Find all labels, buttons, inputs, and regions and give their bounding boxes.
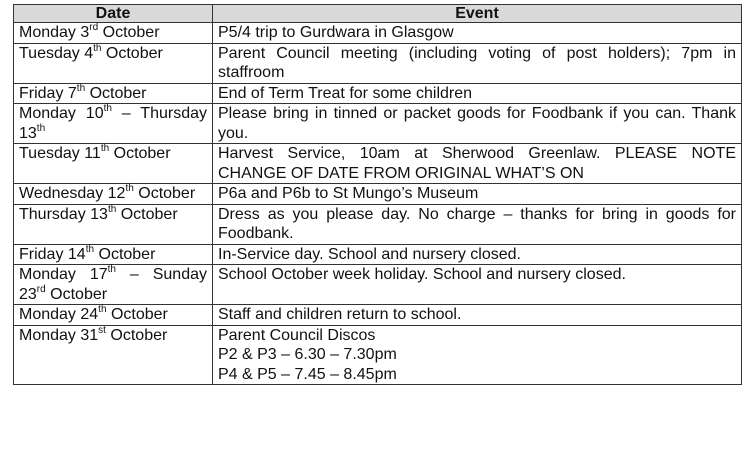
date-cell [14,204,213,244]
date-text: Monday 31 [19,326,99,344]
date-cell [14,83,213,104]
date-text: Tuesday 11 [19,145,101,162]
date-text: October [106,306,168,323]
table-row [14,265,742,305]
event-cell: P5/4 trip to Gurdwara in Glasgow [213,23,742,44]
event-cell: Parent Council Discos P2 & P3 – 6.30 – 7.30pm P4 & P5 – 7.45 – 8.45pm [213,325,742,385]
date-suffix: th [76,82,86,94]
date-text: October [101,44,163,62]
date-cell [14,144,213,184]
event-cell: Parent Council meeting (including voting of post holders); 7pm in staffroom [213,43,742,83]
date-text: Tuesday 4 [19,44,94,62]
date-text: October [109,145,171,162]
date-suffix: th [85,243,95,255]
date-suffix: th [107,203,117,215]
date-text: Monday 3 [19,24,90,41]
event-cell: In-Service day. School and nursery closed. [213,244,742,265]
date-text: October [85,84,147,102]
date-text: October [94,245,156,263]
date-suffix: th [103,103,112,114]
date-suffix: th [100,143,110,154]
table-row [14,305,742,326]
date-cell [14,325,213,385]
date-cell [14,184,213,205]
date-text: Wednesday 12 [19,185,126,202]
table-row [14,23,742,44]
date-cell [14,104,213,144]
date-suffix: th [107,264,116,275]
date-text: Friday 14 [19,245,86,263]
date-suffix: th [98,304,107,315]
event-cell: Dress as you please day. No charge – thanks for bring in goods for Foodbank. [213,204,742,244]
table-row [14,144,742,184]
event-cell: Staff and children return to school. [213,305,742,326]
date-suffix: rd [89,22,99,33]
date-suffix: th [36,122,46,134]
event-cell: Please bring in tinned or packet goods for Foodbank if you can. Thank you. [213,104,742,144]
event-cell: Harvest Service, 10am at Sherwood Greenlaw. PLEASE NOTE CHANGE OF DATE FROM ORIGINAL WHAT’S ON [213,144,742,184]
event-cell: End of Term Treat for some children [213,83,742,104]
date-cell [14,244,213,265]
header-row [14,5,742,23]
table-row [14,104,742,144]
date-text: Thursday 13 [19,205,108,223]
event-cell: School October week holiday. School and nursery closed. [213,265,742,305]
events-table [13,4,742,385]
date-header: Date [14,5,213,23]
date-cell [14,23,213,44]
date-suffix: th [125,183,134,194]
table-row [14,184,742,205]
date-cell [14,305,213,326]
date-text: October [105,326,168,344]
date-text: Monday 17 [19,266,108,283]
date-text: Monday 10 [19,105,104,122]
date-text: October [98,24,160,41]
table-row [14,43,742,83]
table-row [14,83,742,104]
date-suffix: rd [36,283,46,295]
date-text: October [133,185,196,202]
date-text: October [116,205,178,223]
date-cell [14,43,213,83]
date-suffix: st [98,324,106,336]
table-row [14,244,742,265]
table-row [14,204,742,244]
date-text: – Thursday 13 [19,105,207,142]
date-suffix: th [93,42,102,54]
date-text: – Sunday 23 [19,266,207,303]
date-cell [14,265,213,305]
table-row [14,325,742,385]
date-text: Friday 7 [19,84,77,102]
date-text: Monday 24 [19,306,99,323]
date-text: October [45,285,108,303]
event-cell: P6a and P6b to St Mungo’s Museum [213,184,742,205]
event-header: Event [213,5,742,23]
